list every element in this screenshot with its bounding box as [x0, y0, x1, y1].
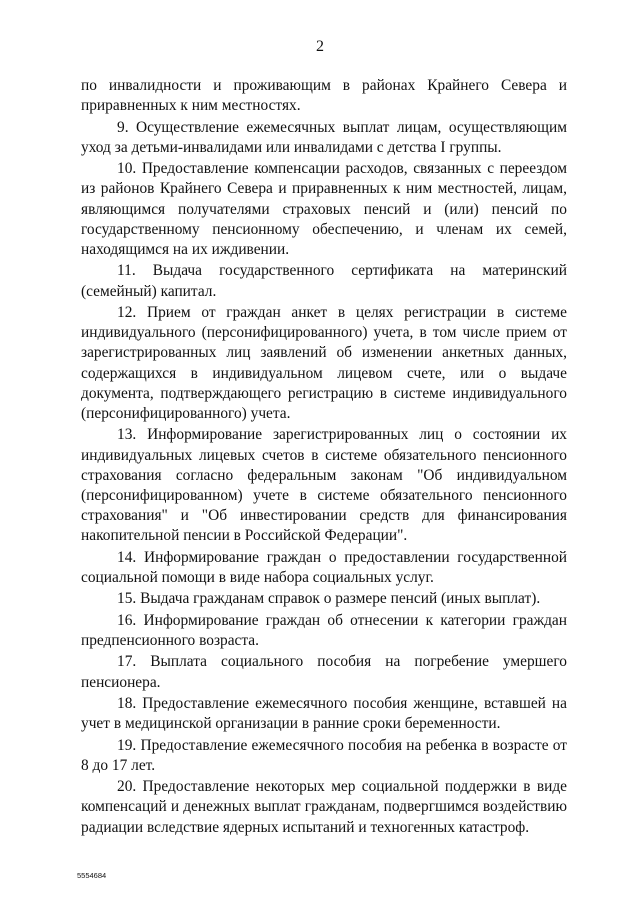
paragraph-item-11: 11. Выдача государственного сертификата на материнский (семейный) капитал. [81, 262, 567, 300]
paragraph-item-20: 20. Предоставление некоторых мер социальной поддержки в виде компенсаций и денежных выплат гражданам, подвергшимся воздействию радиации вследствие ядерных испытаний и техногенных катастроф. [81, 778, 567, 836]
paragraph-item-12: 12. Прием от граждан анкет в целях регистрации в системе индивидуального (персонифицированного) учета, в том числе прием от зарегистрированных лиц заявлений об изменении анкетных данных, содержащихся в индивидуальном лицевом счете, или о выдаче документа, подтверждающего регистрацию в системе индивидуального (персонифицированного) учета. [81, 303, 567, 422]
paragraph-continuation: по инвалидности и проживающим в районах Крайнего Севера и приравненных к ним местностях. [81, 77, 567, 115]
document-body [81, 76, 567, 839]
paragraph-item-19: 19. Предоставление ежемесячного пособия на ребенка в возрасте от 8 до 17 лет. [81, 736, 567, 774]
paragraph-item-10: 10. Предоставление компенсации расходов, связанных с переездом из районов Крайнего Севера и приравненных к ним местностей, лицам, являющимся получателями страховых пенсий и (или) пенсий по государственному пенсионному обеспечению, и членам их семей, находящимся на их иждивении. [81, 160, 567, 258]
paragraph-item-15: 15. Выдача гражданам справок о размере пенсий (иных выплат). [117, 590, 541, 608]
page-number: 2 [316, 38, 324, 55]
paragraph-item-9: 9. Осуществление ежемесячных выплат лицам, осуществляющим уход за детьми-инвалидами или инвалидами с детства I группы. [81, 118, 567, 156]
document-code: 5554684 [77, 871, 107, 880]
paragraph-item-14: 14. Информирование граждан о предоставлении государственной социальной помощи в виде набора социальных услуг. [81, 548, 567, 586]
paragraph-item-16: 16. Информирование граждан об отнесении к категории граждан предпенсионного возраста. [81, 611, 567, 649]
paragraph-item-17: 17. Выплата социального пособия на погребение умершего пенсионера. [81, 653, 567, 691]
paragraph-item-18: 18. Предоставление ежемесячного пособия женщине, вставшей на учет в медицинской организации в ранние сроки беременности. [81, 694, 567, 733]
paragraph-item-13: 13. Информирование зарегистрированных лиц о состоянии их индивидуальных лицевых счетов в системе обязательного пенсионного страхования согласно федеральным законам "Об индивидуальном (персонифицированном) учете в системе обязательного пенсионного страхования" и "Об инвестировании средств для финансирования накопительной пенсии в Российской Федерации". [81, 426, 567, 545]
